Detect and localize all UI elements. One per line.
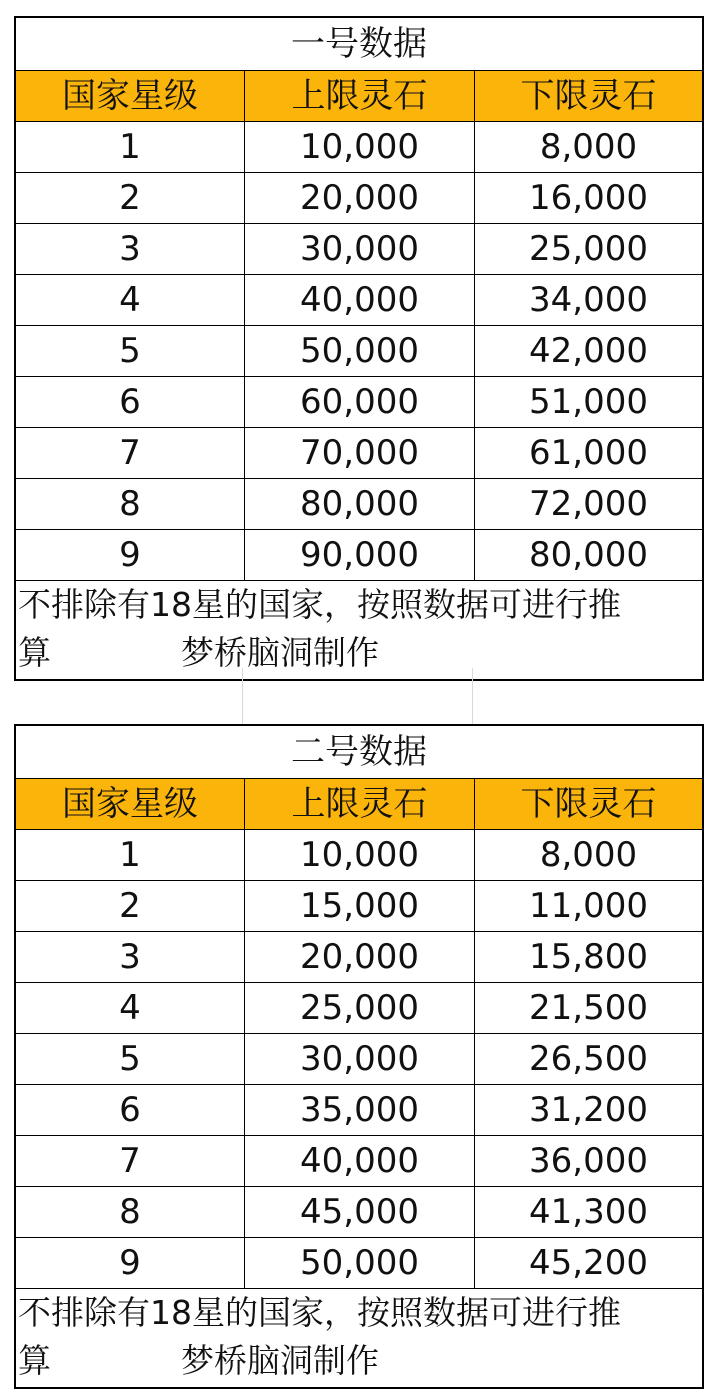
note-cell[interactable] <box>16 581 702 679</box>
upper-stones-cell[interactable]: 20,000 <box>245 932 475 982</box>
lower-stones-cell[interactable]: 21,500 <box>529 988 648 1028</box>
lower-stones-cell[interactable]: 61,000 <box>529 433 648 473</box>
star-level-cell[interactable]: 7 <box>16 428 245 478</box>
data-table-2 <box>14 724 704 1389</box>
lower-stones-cell[interactable]: 42,000 <box>529 331 648 371</box>
table-body <box>16 122 702 581</box>
table-row <box>16 1034 702 1085</box>
star-level-cell[interactable]: 6 <box>16 377 245 427</box>
upper-stones-cell[interactable]: 70,000 <box>245 428 475 478</box>
star-level-cell[interactable]: 1 <box>16 122 245 172</box>
table-row <box>16 830 702 881</box>
lower-stones-cell[interactable]: 8,000 <box>539 835 638 875</box>
lower-stones-cell[interactable]: 11,000 <box>529 886 648 926</box>
credit-text: 梦桥脑洞制作 <box>181 1341 379 1380</box>
upper-stones-cell[interactable]: 90,000 <box>245 530 475 580</box>
upper-stones-cell[interactable]: 40,000 <box>245 1136 475 1186</box>
lower-stones-cell[interactable]: 25,000 <box>529 229 648 269</box>
lower-stones-cell[interactable]: 15,800 <box>529 937 648 977</box>
empty-cell[interactable] <box>473 668 704 724</box>
upper-stones-cell[interactable]: 45,000 <box>245 1187 475 1237</box>
table-row <box>16 1136 702 1187</box>
lower-stones-cell[interactable]: 51,000 <box>529 382 648 422</box>
table-row <box>16 983 702 1034</box>
lower-stones-cell[interactable]: 72,000 <box>529 484 648 524</box>
header-cell-lower-stones[interactable]: 下限灵石 <box>520 784 657 824</box>
header-cell-lower-stones[interactable]: 下限灵石 <box>520 76 657 116</box>
table-title[interactable]: 二号数据 <box>16 726 702 779</box>
header-row <box>16 779 702 830</box>
table-row <box>16 881 702 932</box>
table-row <box>16 530 702 581</box>
lower-stones-cell[interactable]: 41,300 <box>529 1192 648 1232</box>
table-row <box>16 932 702 983</box>
upper-stones-cell[interactable]: 10,000 <box>245 830 475 880</box>
lower-stones-cell[interactable]: 26,500 <box>529 1039 648 1079</box>
upper-stones-cell[interactable]: 30,000 <box>245 224 475 274</box>
table-row <box>16 275 702 326</box>
data-table-1 <box>14 16 704 681</box>
star-level-cell[interactable]: 2 <box>16 173 245 223</box>
lower-stones-cell[interactable]: 36,000 <box>529 1141 648 1181</box>
star-level-cell[interactable]: 8 <box>16 1187 245 1237</box>
upper-stones-cell[interactable]: 50,000 <box>245 1238 475 1288</box>
note-line-2-start: 算 <box>18 1341 51 1380</box>
lower-stones-cell[interactable]: 80,000 <box>529 535 648 575</box>
star-level-cell[interactable]: 5 <box>16 326 245 376</box>
star-level-cell[interactable]: 8 <box>16 479 245 529</box>
note-line-1: 不排除有18星的国家，按照数据可进行推 <box>18 1293 621 1332</box>
note-line-1: 不排除有18星的国家，按照数据可进行推 <box>18 585 621 624</box>
star-level-cell[interactable]: 3 <box>16 224 245 274</box>
star-level-cell[interactable]: 1 <box>16 830 245 880</box>
lower-stones-cell[interactable]: 8,000 <box>539 127 638 167</box>
table-row <box>16 224 702 275</box>
table-body <box>16 830 702 1289</box>
lower-stones-cell[interactable]: 31,200 <box>529 1090 648 1130</box>
upper-stones-cell[interactable]: 35,000 <box>245 1085 475 1135</box>
empty-grid-row <box>14 668 704 724</box>
upper-stones-cell[interactable]: 40,000 <box>245 275 475 325</box>
lower-stones-cell[interactable]: 16,000 <box>529 178 648 218</box>
header-cell-star-level[interactable]: 国家星级 <box>16 779 245 829</box>
table-row <box>16 479 702 530</box>
header-row <box>16 71 702 122</box>
star-level-cell[interactable]: 7 <box>16 1136 245 1186</box>
table-row <box>16 1085 702 1136</box>
upper-stones-cell[interactable]: 50,000 <box>245 326 475 376</box>
table-row <box>16 1187 702 1238</box>
lower-stones-cell[interactable]: 34,000 <box>529 280 648 320</box>
note-cell[interactable] <box>16 1289 702 1387</box>
upper-stones-cell[interactable]: 80,000 <box>245 479 475 529</box>
empty-cell[interactable] <box>243 668 473 724</box>
credit-text: 梦桥脑洞制作 <box>181 633 379 672</box>
table-row <box>16 173 702 224</box>
star-level-cell[interactable]: 9 <box>16 530 245 580</box>
upper-stones-cell[interactable]: 15,000 <box>245 881 475 931</box>
upper-stones-cell[interactable]: 30,000 <box>245 1034 475 1084</box>
header-cell-star-level[interactable]: 国家星级 <box>16 71 245 121</box>
upper-stones-cell[interactable]: 20,000 <box>245 173 475 223</box>
table-row <box>16 326 702 377</box>
table-row <box>16 428 702 479</box>
upper-stones-cell[interactable]: 60,000 <box>245 377 475 427</box>
table-row <box>16 1238 702 1289</box>
table-row <box>16 122 702 173</box>
star-level-cell[interactable]: 3 <box>16 932 245 982</box>
star-level-cell[interactable]: 6 <box>16 1085 245 1135</box>
note-line-2-start: 算 <box>18 633 51 672</box>
star-level-cell[interactable]: 4 <box>16 275 245 325</box>
upper-stones-cell[interactable]: 10,000 <box>245 122 475 172</box>
lower-stones-cell[interactable]: 45,200 <box>529 1243 648 1283</box>
star-level-cell[interactable]: 4 <box>16 983 245 1033</box>
star-level-cell[interactable]: 5 <box>16 1034 245 1084</box>
table-row <box>16 377 702 428</box>
upper-stones-cell[interactable]: 25,000 <box>245 983 475 1033</box>
table-title[interactable]: 一号数据 <box>16 18 702 71</box>
star-level-cell[interactable]: 2 <box>16 881 245 931</box>
note-line-2 <box>18 1337 702 1385</box>
header-cell-upper-stones[interactable]: 上限灵石 <box>245 779 475 829</box>
star-level-cell[interactable]: 9 <box>16 1238 245 1288</box>
empty-cell[interactable] <box>14 668 243 724</box>
header-cell-upper-stones[interactable]: 上限灵石 <box>245 71 475 121</box>
